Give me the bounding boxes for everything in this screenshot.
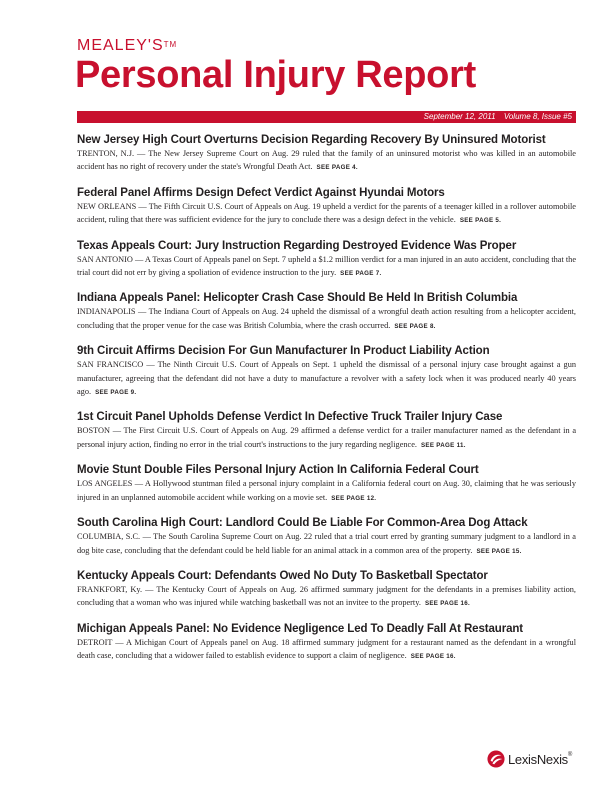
article-list — [77, 133, 576, 675]
issue-volume: Volume 8, Issue #5 — [503, 112, 572, 121]
article-headline[interactable]: New Jersey High Court Overturns Decision Regarding Recovery By Uninsured Motorist — [77, 134, 546, 146]
article-summary: FRANKFORT, Ky. — The Kentucky Court of Appeals on Aug. 26 affirmed summary judgment for the defendants in a premises liability action, concluding that a woman who was injured while watching basketball was not an invitee to the property. SEE PAGE 16. — [77, 584, 576, 608]
article — [77, 569, 576, 611]
issue-bar — [77, 111, 576, 123]
article-summary: COLUMBIA, S.C. — The South Carolina Supreme Court on Aug. 22 ruled that a trial court erred by granting summary judgment to a landlord in a dog bite case, concluding that the defendant could be held liable for an animal attack in a common area of the property. SEE PAGE 15. — [77, 532, 576, 555]
registered-mark: ® — [567, 751, 572, 758]
see-page-link[interactable]: SEE PAGE 7. — [340, 270, 382, 278]
article-summary: INDIANAPOLIS — The Indiana Court of Appeals on Aug. 24 upheld the dismissal of a wrongful death action resulting from a helicopter accident, concluding that the proper venue for the case was British Columbia, where the crash occurred. SEE PAGE 8. — [77, 307, 576, 330]
lexisnexis-logo-icon — [487, 750, 505, 768]
article-headline[interactable]: Michigan Appeals Panel: No Evidence Negligence Led To Deadly Fall At Restaurant — [77, 622, 524, 635]
article — [77, 344, 576, 399]
article-headline[interactable]: 1st Circuit Panel Upholds Defense Verdict In Defective Truck Trailer Injury Case — [77, 411, 503, 424]
article-summary: SAN FRANCISCO — The Ninth Circuit U.S. Court of Appeals on Sept. 1 upheld the dismissal of a personal injury case brought against a gun manufacturer, agreeing that the defendant did not have a duty to manufacture a revolver with a safety lock when it was produced nearly 40 years ago. SEE PAGE 9. — [77, 360, 576, 397]
see-page-link[interactable]: SEE PAGE 9. — [95, 389, 137, 397]
article-headline[interactable]: 9th Circuit Affirms Decision For Gun Manufacturer In Product Liability Action — [77, 345, 490, 358]
article-headline[interactable]: Movie Stunt Double Files Personal Injury Action In California Federal Court — [77, 464, 479, 477]
logo-wordmark: LexisNexis® — [508, 751, 572, 767]
article — [77, 133, 576, 175]
see-page-link[interactable]: SEE PAGE 12. — [331, 494, 377, 502]
article — [77, 239, 576, 281]
article-headline[interactable]: Federal Panel Affirms Design Defect Verdict Against Hyundai Motors — [77, 186, 445, 199]
article — [77, 410, 576, 452]
masthead — [77, 38, 576, 94]
article-headline[interactable]: South Carolina High Court: Landlord Could Be Liable For Common-Area Dog Attack — [77, 517, 528, 530]
article-summary: TRENTON, N.J. — The New Jersey Supreme Court on Aug. 29 ruled that the family of an uninsured motorist who was killed in an automobile accident has no right of recovery under the state's Wrongful Death Act. SEE PAGE 4. — [77, 149, 576, 172]
publication-title: Personal Injury Report — [75, 54, 476, 96]
article — [77, 463, 576, 505]
article-summary: LOS ANGELES — A Hollywood stuntman filed a personal injury complaint in a California federal court on Aug. 30, claiming that he was seriously injured in an unplanned automobile accident while working on a movie set. SEE PAGE 12. — [77, 479, 576, 502]
article — [77, 516, 576, 558]
see-page-link[interactable]: SEE PAGE 16. — [410, 653, 456, 661]
see-page-link[interactable]: SEE PAGE 8. — [394, 322, 436, 330]
see-page-link[interactable]: SEE PAGE 4. — [316, 164, 358, 172]
see-page-link[interactable]: SEE PAGE 15. — [476, 547, 522, 555]
article-summary: DETROIT — A Michigan Court of Appeals panel on Aug. 18 affirmed summary judgment for a restaurant named as the defendant in a wrongful death case, concluding that a widower failed to establish evidence to support a claim of negligence. SEE PAGE 16. — [77, 637, 576, 661]
see-page-link[interactable]: SEE PAGE 16. — [424, 600, 471, 608]
article-headline[interactable]: Indiana Appeals Panel: Helicopter Crash Case Should Be Held In British Columbia — [77, 292, 518, 305]
article — [77, 291, 576, 333]
brand-name: MEALEY'S™ — [77, 37, 178, 54]
article-summary: NEW ORLEANS — The Fifth Circuit U.S. Court of Appeals on Aug. 19 upheld a verdict for the parents of a teenager killed in a rollover automobile accident, ruling that there was sufficient evidence for the jury to conclude there was a design defect in the vehicle. SEE PAGE 5. — [77, 201, 576, 225]
article-summary: BOSTON — The First Circuit U.S. Court of Appeals on Aug. 29 affirmed a defense verdict for a trailer manufacturer named as the defendant in a personal injury action, finding no error in the trial court's instructions to the jury regarding negligence. SEE PAGE 11. — [77, 426, 576, 449]
lexisnexis-logo — [487, 748, 572, 770]
article — [77, 622, 576, 664]
issue-date: September 12, 2011 — [423, 112, 496, 121]
article-summary: SAN ANTONIO — A Texas Court of Appeals panel on Sept. 7 upheld a $1.2 million verdict for a man injured in an auto accident, concluding that the trial court did not err by giving a spoliation of evidence instruction to the jury. SEE PAGE 7. — [77, 254, 576, 278]
article-headline[interactable]: Texas Appeals Court: Jury Instruction Regarding Destroyed Evidence Was Proper — [77, 239, 517, 252]
see-page-link[interactable]: SEE PAGE 5. — [459, 217, 502, 225]
article — [77, 186, 576, 228]
see-page-link[interactable]: SEE PAGE 11. — [420, 441, 466, 449]
article-headline[interactable]: Kentucky Appeals Court: Defendants Owed No Duty To Basketball Spectator — [77, 569, 488, 582]
trademark: TM — [163, 40, 178, 49]
